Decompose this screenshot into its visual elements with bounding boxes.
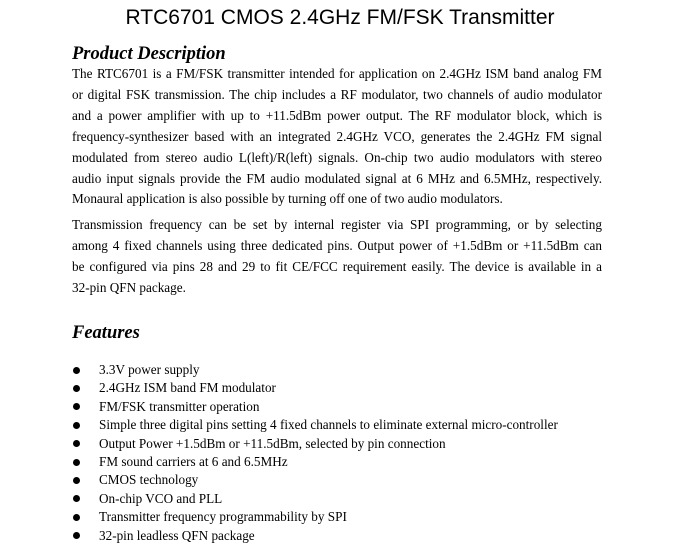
text-line: or digital FSK transmission. The chip includes a RF modulator, two channels of audio modulator [72, 86, 602, 102]
text-line: be configured via pins 28 and 29 to fit CE/FCC requirement easily. The device is available in a [72, 258, 602, 274]
features-heading: Features [72, 323, 140, 343]
feature-text: 2.4GHz ISM band FM modulator [99, 380, 276, 396]
feature-text: Transmitter frequency programmability by SPI [99, 509, 347, 525]
bullet-icon [73, 459, 80, 466]
bullet-icon [73, 422, 80, 429]
feature-text: FM/FSK transmitter operation [99, 398, 260, 414]
bullet-icon [73, 403, 80, 410]
text-line: audio input signals provide the FM audio modulated signal at 6 MHz and 6.5MHz, respectively. [72, 170, 602, 186]
text-line: 32-pin QFN package. [72, 279, 186, 295]
bullet-icon [73, 440, 80, 447]
feature-item [72, 398, 558, 416]
feature-text: Output Power +1.5dBm or +11.5dBm, selected by pin connection [99, 435, 446, 451]
text-line: modulated from stereo audio L(left)/R(left) signals. On-chip two audio modulators with stereo [72, 149, 602, 165]
bullet-icon [73, 514, 80, 521]
feature-item [72, 361, 558, 379]
text-line: and a power amplifier with up to +11.5dBm power output. The RF modulator block, which is [72, 107, 602, 123]
feature-item [72, 490, 558, 508]
description-paragraph-2 [72, 215, 602, 299]
text-line: among 4 fixed channels using three dedicated pins. Output power of +1.5dBm or +11.5dBm can [72, 237, 602, 253]
feature-item [72, 471, 558, 489]
feature-text: Simple three digital pins setting 4 fixed channels to eliminate external micro-controller [99, 417, 558, 433]
description-paragraph-1 [72, 64, 602, 210]
text-line: frequency-synthesizer based with an integrated 2.4GHz VCO, generates the 2.4GHz FM signal [72, 128, 602, 144]
bullet-icon [73, 532, 80, 539]
feature-text: FM sound carriers at 6 and 6.5MHz [99, 453, 288, 469]
bullet-icon [73, 477, 80, 484]
feature-item [72, 416, 558, 434]
bullet-icon [73, 385, 80, 392]
feature-item [72, 453, 558, 471]
text-line: The RTC6701 is a FM/FSK transmitter intended for application on 2.4GHz ISM band analog FM [72, 66, 602, 81]
bullet-icon [73, 495, 80, 502]
feature-item [72, 435, 558, 453]
feature-text: On-chip VCO and PLL [99, 490, 223, 506]
feature-text: 3.3V power supply [99, 362, 200, 377]
text-line: Monaural application is also possible by turning off one of two audio modulators. [72, 191, 503, 207]
features-list [72, 361, 558, 545]
feature-item [72, 527, 558, 545]
feature-item [72, 379, 558, 397]
text-line: Transmission frequency can be set by internal register via SPI programming, or by selecting [72, 217, 602, 232]
feature-text: CMOS technology [99, 472, 199, 488]
bullet-icon [73, 367, 80, 374]
feature-text: 32-pin leadless QFN package [99, 527, 255, 543]
product-description-heading: Product Description [72, 44, 226, 64]
document-title: RTC6701 CMOS 2.4GHz FM/FSK Transmitter [125, 6, 555, 29]
feature-item [72, 508, 558, 526]
